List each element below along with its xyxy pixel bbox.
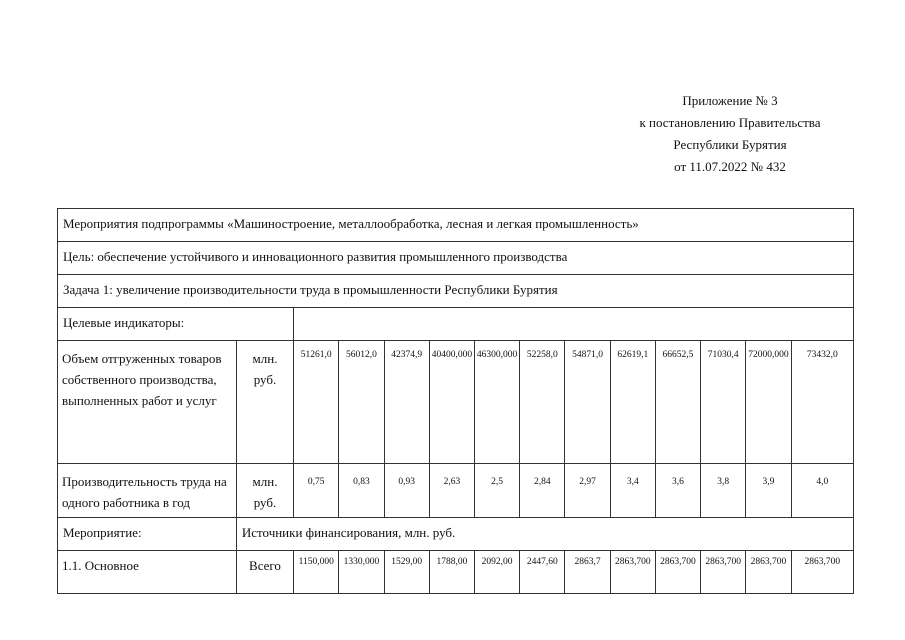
value-cell: 2092,00 [475,551,520,594]
value-cell: 46300,000 [475,341,520,464]
indicator-unit: млн. руб. [236,464,293,518]
value-cell: 2,5 [475,464,520,518]
indicator-name: Объем отгруженных товаров собственного производства, выполненных работ и услуг [58,341,237,464]
value-cell: 0,93 [384,464,429,518]
value-cell: 72000,000 [746,341,791,464]
value-cell: 2863,700 [655,551,700,594]
value-cell: 1788,00 [429,551,474,594]
activity-name: 1.1. Основное [58,551,237,594]
activity-row [58,551,854,594]
activity-unit: Всего [236,551,293,594]
goal-text: Цель: обеспечение устойчивого и инновационного развития промышленного производства [58,242,854,275]
value-cell: 2447,60 [520,551,565,594]
value-cell: 51261,0 [294,341,339,464]
appendix-header [560,90,900,178]
value-cell: 66652,5 [655,341,700,464]
value-cell: 40400,000 [429,341,474,464]
indicators-empty-cell [294,308,854,341]
value-cell: 3,4 [610,464,655,518]
value-cell: 2863,700 [791,551,853,594]
task-row [58,275,854,308]
value-cell: 2863,700 [701,551,746,594]
indicator-name: Производительность труда на одного работника в год [58,464,237,518]
subprogram-table [57,208,854,594]
value-cell: 0,75 [294,464,339,518]
subprogram-title: Мероприятия подпрограммы «Машиностроение, металлообработка, лесная и легкая промышленность» [58,209,854,242]
subprogram-row [58,209,854,242]
value-cell: 4,0 [791,464,853,518]
value-cell: 3,9 [746,464,791,518]
measure-label: Мероприятие: [58,518,237,551]
value-cell: 3,6 [655,464,700,518]
value-cell: 54871,0 [565,341,610,464]
value-cell: 2863,700 [610,551,655,594]
value-cell: 1150,000 [294,551,339,594]
indicators-label: Целевые индикаторы: [58,308,294,341]
value-cell: 2,97 [565,464,610,518]
indicator-unit: млн. руб. [236,341,293,464]
measure-row [58,518,854,551]
value-cell: 52258,0 [520,341,565,464]
value-cell: 42374,9 [384,341,429,464]
value-cell: 62619,1 [610,341,655,464]
value-cell: 0,83 [339,464,384,518]
goal-row [58,242,854,275]
appendix-decree: к постановлению Правительства [639,115,821,130]
funding-label: Источники финансирования, млн. руб. [236,518,853,551]
value-cell: 1529,00 [384,551,429,594]
value-cell: 71030,4 [701,341,746,464]
indicators-row [58,308,854,341]
value-cell: 2863,7 [565,551,610,594]
value-cell: 73432,0 [791,341,853,464]
indicator-row-shipped [58,341,854,464]
value-cell: 2,84 [520,464,565,518]
value-cell: 2,63 [429,464,474,518]
value-cell: 2863,700 [746,551,791,594]
value-cell: 3,8 [701,464,746,518]
appendix-republic: Республики Бурятия [673,137,787,152]
appendix-number: Приложение № 3 [682,93,778,108]
value-cell: 56012,0 [339,341,384,464]
value-cell: 1330,000 [339,551,384,594]
appendix-date: от 11.07.2022 № 432 [674,159,786,174]
indicator-row-productivity [58,464,854,518]
task-text: Задача 1: увеличение производительности труда в промышленности Республики Бурятия [58,275,854,308]
